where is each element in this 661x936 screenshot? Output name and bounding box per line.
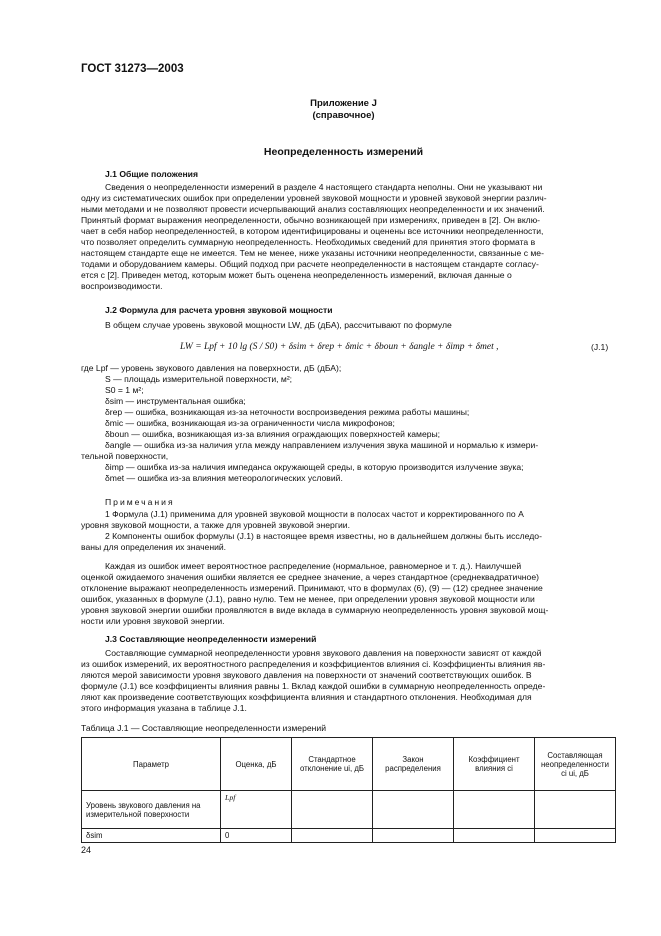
definition-line: δangle — ошибка из-за наличия угла между направлением излучения звука машиной и нормалью к измери- — [105, 440, 539, 450]
definition-line: δmet — ошибка из-за влияния метеорологических условий. — [105, 473, 343, 483]
definition-line: δimp — ошибка из-за наличия импеданса окружающей среды, в которую производится излучение звука; — [105, 462, 524, 472]
table-cell: Уровень звукового давления на измерительной поверхности — [82, 791, 221, 829]
column-header: Оценка, дБ — [221, 738, 292, 791]
table-cell: δsim — [82, 829, 221, 843]
section-j1-heading: J.1 Общие положения — [105, 169, 198, 179]
table-cell — [454, 829, 535, 843]
text-line: из ошибок измерений, их вероятностного распределения и коэффициентов влияния ci. Коэффициенты влияния яв- — [81, 659, 546, 669]
definition-line: δmic — ошибка, возникающая из-за ограниченности числа микрофонов; — [105, 418, 395, 428]
note-line: уровня звуковой мощности, а также для уровней звуковой энергии. — [81, 520, 350, 530]
definition-line: δsim — инструментальная ошибка; — [105, 396, 246, 406]
table-cell — [373, 829, 454, 843]
table-cell: Lpf — [221, 791, 292, 829]
error-distribution-paragraph — [81, 561, 616, 627]
table-row — [82, 791, 616, 829]
text-line: ляются мерой зависимости уровня звукового давления на поверхности от значений соответствующих ошибок. В — [81, 670, 532, 680]
text-line: ными методами и не позволяют провести исчерпывающий анализ составляющих неопределенности и их значений. — [81, 204, 545, 214]
appendix-type: (справочное) — [312, 110, 375, 121]
document-code: ГОСТ 31273—2003 — [81, 63, 184, 75]
text-line: формуле (J.1) все коэффициенты влияния равны 1. Вклад каждой ошибки в суммарную неопределенность опреде- — [81, 681, 546, 691]
table-cell — [454, 791, 535, 829]
column-header: Закон распределения — [373, 738, 454, 791]
page-title: Неопределенность измерений — [263, 146, 424, 158]
uncertainty-table — [81, 737, 616, 843]
text-line: ошибок, указанных в формуле (J.1), равно нулю. Тем не менее, при определении уровня звуковой мощности или — [81, 594, 535, 604]
text-line: ется с [2]. Приведен метод, которым может быть оценена неопределенность измерений, включая данные о — [81, 270, 512, 280]
table-row — [82, 829, 616, 843]
text-line: чает в себя набор неопределенностей, в котором идентифицированы и оценены все источники неопределенности, — [81, 226, 544, 236]
text-line: тодами и оборудованием камеры. Общий подход при расчете неопределенности в настоящем стандарте согласу- — [81, 259, 539, 269]
section-j3-heading: J.3 Составляющие неопределенности измерений — [105, 634, 317, 644]
notes-title: Примечания — [105, 497, 175, 507]
appendix-label: Приложение J — [310, 98, 377, 109]
table-cell — [535, 791, 616, 829]
page-number: 24 — [81, 845, 92, 855]
table-header-row — [82, 738, 616, 791]
text-line: этого информация указана в таблице J.1. — [81, 703, 247, 713]
text-line: отклонение выражают неопределенность измерений. Принимают, что в формулах (6), (9) — (12) среднее значение — [81, 583, 543, 593]
column-header: Стандартное отклонение ui, дБ — [292, 738, 373, 791]
column-header: Параметр — [82, 738, 221, 791]
table-cell — [373, 791, 454, 829]
column-header: Составляющая неопределенности ci ui, дБ — [535, 738, 616, 791]
note-line: 2 Компоненты ошибок формулы (J.1) в настоящее время известны, но в дальнейшем должны быть исследо- — [105, 531, 542, 541]
formula-intro: В общем случае уровень звуковой мощности LW, дБ (дБА), рассчитывают по формуле — [105, 320, 452, 330]
text-line: ности или уровня звуковой энергии. — [81, 616, 225, 626]
definition-line: тельной поверхности, — [81, 451, 169, 461]
definition-line: S — площадь измерительной поверхности, м²; — [105, 374, 293, 384]
text-line: одну из систематических ошибок при определении уровней звуковой мощности и уровней звуковой энергии различ- — [81, 193, 547, 203]
text-line: воспроизводимости. — [81, 281, 163, 291]
section-j1-text — [81, 182, 616, 292]
formula-j1: LW = Lpf + 10 lg (S / S0) + δsim + δrep + δmic + δboun + δangle + δimp + δmet , — [180, 342, 499, 352]
section-j2-heading: J.2 Формула для расчета уровня звуковой мощности — [105, 305, 333, 315]
definition-line: где Lpf — уровень звукового давления на поверхности, дБ (дБА); — [81, 363, 342, 373]
definition-line: δrep — ошибка, возникающая из-за неточности воспроизведения режима работы машины; — [105, 407, 470, 417]
text-line: оценкой ожидаемого значения ошибки является ее среднее значение, а через стандартное (среднеквадратичное) — [81, 572, 539, 582]
text-line: Составляющие суммарной неопределенности уровня звукового давления на поверхности зависят от каждой — [105, 648, 542, 658]
note-line: 1 Формула (J.1) применима для уровней звуковой мощности в полосах частот и корректированного по A — [105, 509, 524, 519]
table-cell — [292, 829, 373, 843]
text-line: ляют как произведение соответствующих коэффициента влияния и стандартного отклонения. Необходимая для — [81, 692, 532, 702]
column-header: Коэффициент влияния ci — [454, 738, 535, 791]
equation-number: (J.1) — [591, 342, 609, 352]
definition-line: S0 = 1 м²; — [105, 385, 144, 395]
text-line: Каждая из ошибок имеет вероятностное распределение (нормальное, равномерное и т. д.). Наилучшей — [105, 561, 522, 571]
table-caption: Таблица J.1 — Составляющие неопределенности измерений — [81, 723, 326, 733]
table-cell: 0 — [221, 829, 292, 843]
note-line: ваны для определения их значений. — [81, 542, 227, 552]
symbol-definitions — [81, 363, 616, 484]
text-line: что позволяет определить суммарную неопределенность. Необходимых сведений для принятия этого формата в — [81, 237, 536, 247]
text-line: Сведения о неопределенности измерений в разделе 4 настоящего стандарта неполны. Они не указывают ни — [105, 182, 543, 192]
text-line: настоящем стандарте еще не имеется. Тем не менее, ниже указаны источники неопределенности, связанные с ме- — [81, 248, 544, 258]
definition-line: δboun — ошибка, возникающая из-за влияния ограждающих поверхностей камеры; — [105, 429, 441, 439]
notes — [81, 509, 616, 553]
text-line: уровня звуковой энергии ошибки проявляются в виде вклада в суммарную неопределенность уровня звуковой мощ- — [81, 605, 549, 615]
appendix-title — [81, 98, 606, 122]
table-cell — [292, 791, 373, 829]
table-cell — [535, 829, 616, 843]
section-j3-text — [81, 648, 616, 714]
text-line: Принятый формат выражения неопределенности, обычно возникающей при измерениях, приведен в [2]. Он вклю- — [81, 215, 541, 225]
